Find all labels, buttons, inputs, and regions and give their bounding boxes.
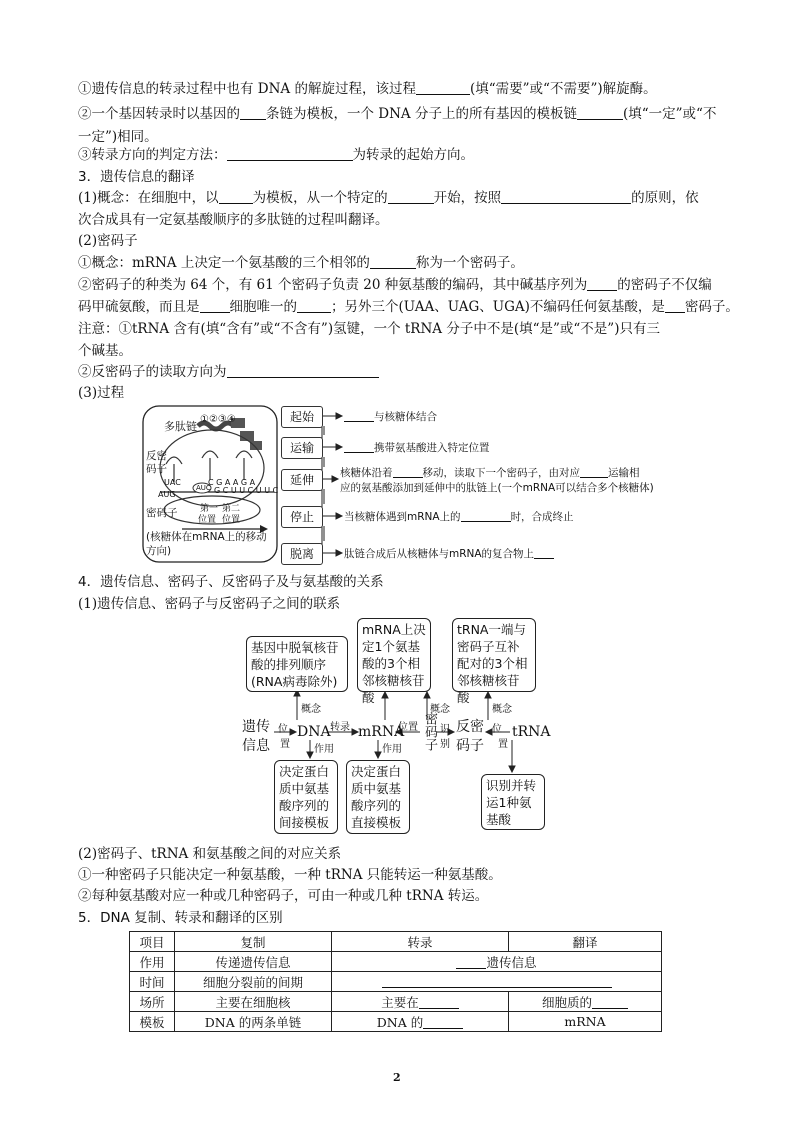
line-10: ②密码子的种类为 64 个，有 61 个密码子负责 20 种氨基酸的编码，其中碱基序列为 的密码子不仅编 bbox=[78, 277, 712, 293]
relation-pos-3a: 位 bbox=[492, 724, 502, 735]
relation-mrna: mRNA bbox=[358, 724, 405, 740]
relation-pos-3b: 置 bbox=[498, 739, 508, 750]
section-4-heading: 4．遗传信息、密码子、反密码子及与氨基酸的关系 bbox=[78, 574, 384, 590]
codon-label: 密码子 bbox=[146, 507, 178, 519]
step-release-box: 脱离 bbox=[281, 543, 323, 565]
relation-box-trna-function: 识别并转运1种氨基酸 bbox=[481, 774, 545, 830]
line-3: 一定”)相同。 bbox=[78, 129, 158, 145]
table-cell: 细胞分裂前的间期 bbox=[175, 972, 332, 992]
table-header-cell: 翻译 bbox=[509, 932, 662, 952]
relation-recognize-2: 别 bbox=[440, 739, 450, 750]
table-row bbox=[130, 992, 662, 1012]
uac-label: UAC bbox=[164, 478, 181, 487]
line-7: 次合成具有一定氨基酸顺序的多肽链的过程叫翻译。 bbox=[78, 212, 389, 228]
relation-recognize-1: 识 bbox=[440, 724, 450, 735]
site-word-2: 位置 bbox=[222, 515, 241, 525]
polypeptide-label: 多肽链 bbox=[164, 420, 197, 433]
table-cell: 细胞质的 bbox=[509, 992, 662, 1012]
relation-box-genetic-info-concept: 基因中脱氧核苷酸的排列顺序(RNA病毒除外) bbox=[246, 636, 348, 692]
line-9: ①概念：mRNA 上决定一个氨基酸的三个相邻的 称为一个密码子。 bbox=[78, 255, 524, 271]
relation-genetic-1: 遗传 bbox=[242, 719, 270, 735]
seq-bottom-label: G C U U C U U C bbox=[214, 486, 279, 495]
step-transport-text: 携带氨基酸进入特定位置 bbox=[344, 440, 490, 455]
relation-function-1: 作用 bbox=[314, 744, 334, 755]
table-cell: DNA 的两条单链 bbox=[175, 1012, 332, 1032]
site-second-label: 第二 bbox=[222, 504, 241, 514]
table-cell: 模板 bbox=[130, 1012, 175, 1032]
line-2: ②一个基因转录时以基因的 条链为模板，一个 DNA 分子上的所有基因的模板链 (填“一定”或“不 bbox=[78, 106, 717, 122]
relation-figure bbox=[240, 616, 570, 840]
comparison-table bbox=[129, 931, 662, 1032]
line-20: ②每种氨基酸对应一种或几种密码子，可由一种或几种 tRNA 转运。 bbox=[78, 888, 489, 904]
table-cell: 主要在 bbox=[332, 992, 509, 1012]
aug-label: AUG bbox=[158, 490, 176, 499]
relation-box-indirect-template: 决定蛋白质中氨基酸序列的间接模板 bbox=[274, 760, 338, 834]
relation-label-concept-3: 概念 bbox=[492, 704, 512, 715]
line-15: (3)过程 bbox=[78, 385, 125, 401]
line-13: 个碱基。 bbox=[78, 343, 132, 359]
numbered-sites-label: ①②③④ bbox=[200, 414, 236, 425]
table-cell: 主要在细胞核 bbox=[175, 992, 332, 1012]
step-elongation-box: 延伸 bbox=[281, 469, 323, 491]
relation-transcription: 转录 bbox=[330, 722, 350, 733]
line-17: (1)遗传信息、密码子与反密码子之间的联系 bbox=[78, 596, 341, 612]
relation-box-codon-concept: mRNA上决定1个氨基酸的3个相邻核糖核苷酸 bbox=[357, 618, 431, 692]
line-19: ①一种密码子只能决定一种氨基酸，一种 tRNA 只能转运一种氨基酸。 bbox=[78, 867, 502, 883]
direction-label: (核糖体在mRNA上的移动 方向) bbox=[146, 531, 267, 557]
relation-anticodon-1: 反密 bbox=[456, 719, 484, 735]
line-18: (2)密码子、tRNA 和氨基酸之间的对应关系 bbox=[78, 846, 342, 862]
relation-dna: DNA bbox=[297, 724, 331, 740]
line-6: (1)概念：在细胞中，以 为模板，从一个特定的 开始，按照 的原则，依 bbox=[78, 190, 699, 206]
seq-top-label: C G A A G A bbox=[208, 478, 256, 487]
line-8: (2)密码子 bbox=[78, 233, 138, 249]
table-row bbox=[130, 1012, 662, 1032]
table-header-cell: 项目 bbox=[130, 932, 175, 952]
table-header-row bbox=[130, 932, 662, 952]
step-elongation-text-2: 应的氨基酸添加到延伸中的肽链上(一个mRNA可以结合多个核糖体) bbox=[340, 482, 654, 494]
relation-position-2: 位置 bbox=[398, 722, 418, 733]
relation-anticodon-2: 码子 bbox=[456, 738, 484, 754]
relation-genetic-2: 信息 bbox=[242, 738, 270, 754]
step-initiation-text: 与核糖体结合 bbox=[344, 409, 437, 424]
table-cell: mRNA bbox=[509, 1012, 662, 1032]
table-cell: DNA 的 bbox=[332, 1012, 509, 1032]
step-initiation-box: 起始 bbox=[281, 406, 323, 428]
table-cell bbox=[332, 972, 662, 992]
step-termination-box: 停止 bbox=[281, 506, 323, 528]
auc-label: AUC bbox=[196, 484, 211, 492]
section-3-heading: 3．遗传信息的翻译 bbox=[78, 169, 195, 185]
relation-label-concept-2: 概念 bbox=[430, 704, 450, 715]
step-transport-box: 运输 bbox=[281, 437, 323, 459]
relation-function-2: 作用 bbox=[382, 744, 402, 755]
table-cell: 场所 bbox=[130, 992, 175, 1012]
table-header-cell: 转录 bbox=[332, 932, 509, 952]
table-cell: 时间 bbox=[130, 972, 175, 992]
translation-process-figure bbox=[142, 404, 662, 566]
relation-box-direct-template: 决定蛋白质中氨基酸序列的直接模板 bbox=[346, 760, 410, 834]
section-5-heading: 5．DNA 复制、转录和翻译的区别 bbox=[78, 910, 283, 926]
relation-pos-1a: 位 bbox=[278, 724, 288, 735]
table-row bbox=[130, 952, 662, 972]
step-release-text: 肽链合成后从核糖体与mRNA的复合物上 bbox=[344, 546, 554, 561]
relation-box-anticodon-concept: tRNA一端与密码子互补配对的3个相邻核糖核苷酸 bbox=[452, 618, 536, 692]
table-cell: 遗传信息 bbox=[332, 952, 662, 972]
relation-trna: tRNA bbox=[512, 724, 551, 740]
site-word-1: 位置 bbox=[198, 515, 217, 525]
table-cell: 作用 bbox=[130, 952, 175, 972]
page-number: 2 bbox=[393, 1071, 401, 1084]
anticodon-label: 反密 码子 bbox=[146, 450, 167, 475]
relation-label-concept-1: 概念 bbox=[301, 704, 321, 715]
step-elongation-text-1: 核糖体沿着 移动，读取下一个密码子，由对应 运输相 bbox=[340, 467, 640, 479]
table-header-cell: 复制 bbox=[175, 932, 332, 952]
table-cell: 传递遗传信息 bbox=[175, 952, 332, 972]
relation-codon: 密码子 bbox=[422, 712, 437, 751]
line-14: ②反密码子的读取方向为 bbox=[78, 363, 379, 381]
relation-pos-1b: 置 bbox=[280, 739, 290, 750]
line-11: 码甲硫氨酸，而且是 细胞唯一的 ；另外三个(UAA、UAG、UGA)不编码任何氨基酸，是 密码子。 bbox=[78, 299, 739, 315]
line-4: ③转录方向的判定方法： 为转录的起始方向。 bbox=[78, 147, 474, 163]
line-1: ①遗传信息的转录过程中也有 DNA 的解旋过程，该过程 (填“需要”或“不需要”)解旋酶。 bbox=[78, 81, 657, 97]
line-12: 注意：①tRNA 含有(填“含有”或“不含有”)氢键，一个 tRNA 分子中不是(填“是”或“不是”)只有三 bbox=[78, 321, 660, 337]
step-termination-text: 当核糖体遇到mRNA上的 时，合成终止 bbox=[344, 511, 574, 523]
site-first-label: 第一 bbox=[200, 504, 219, 514]
table-row bbox=[130, 972, 662, 992]
